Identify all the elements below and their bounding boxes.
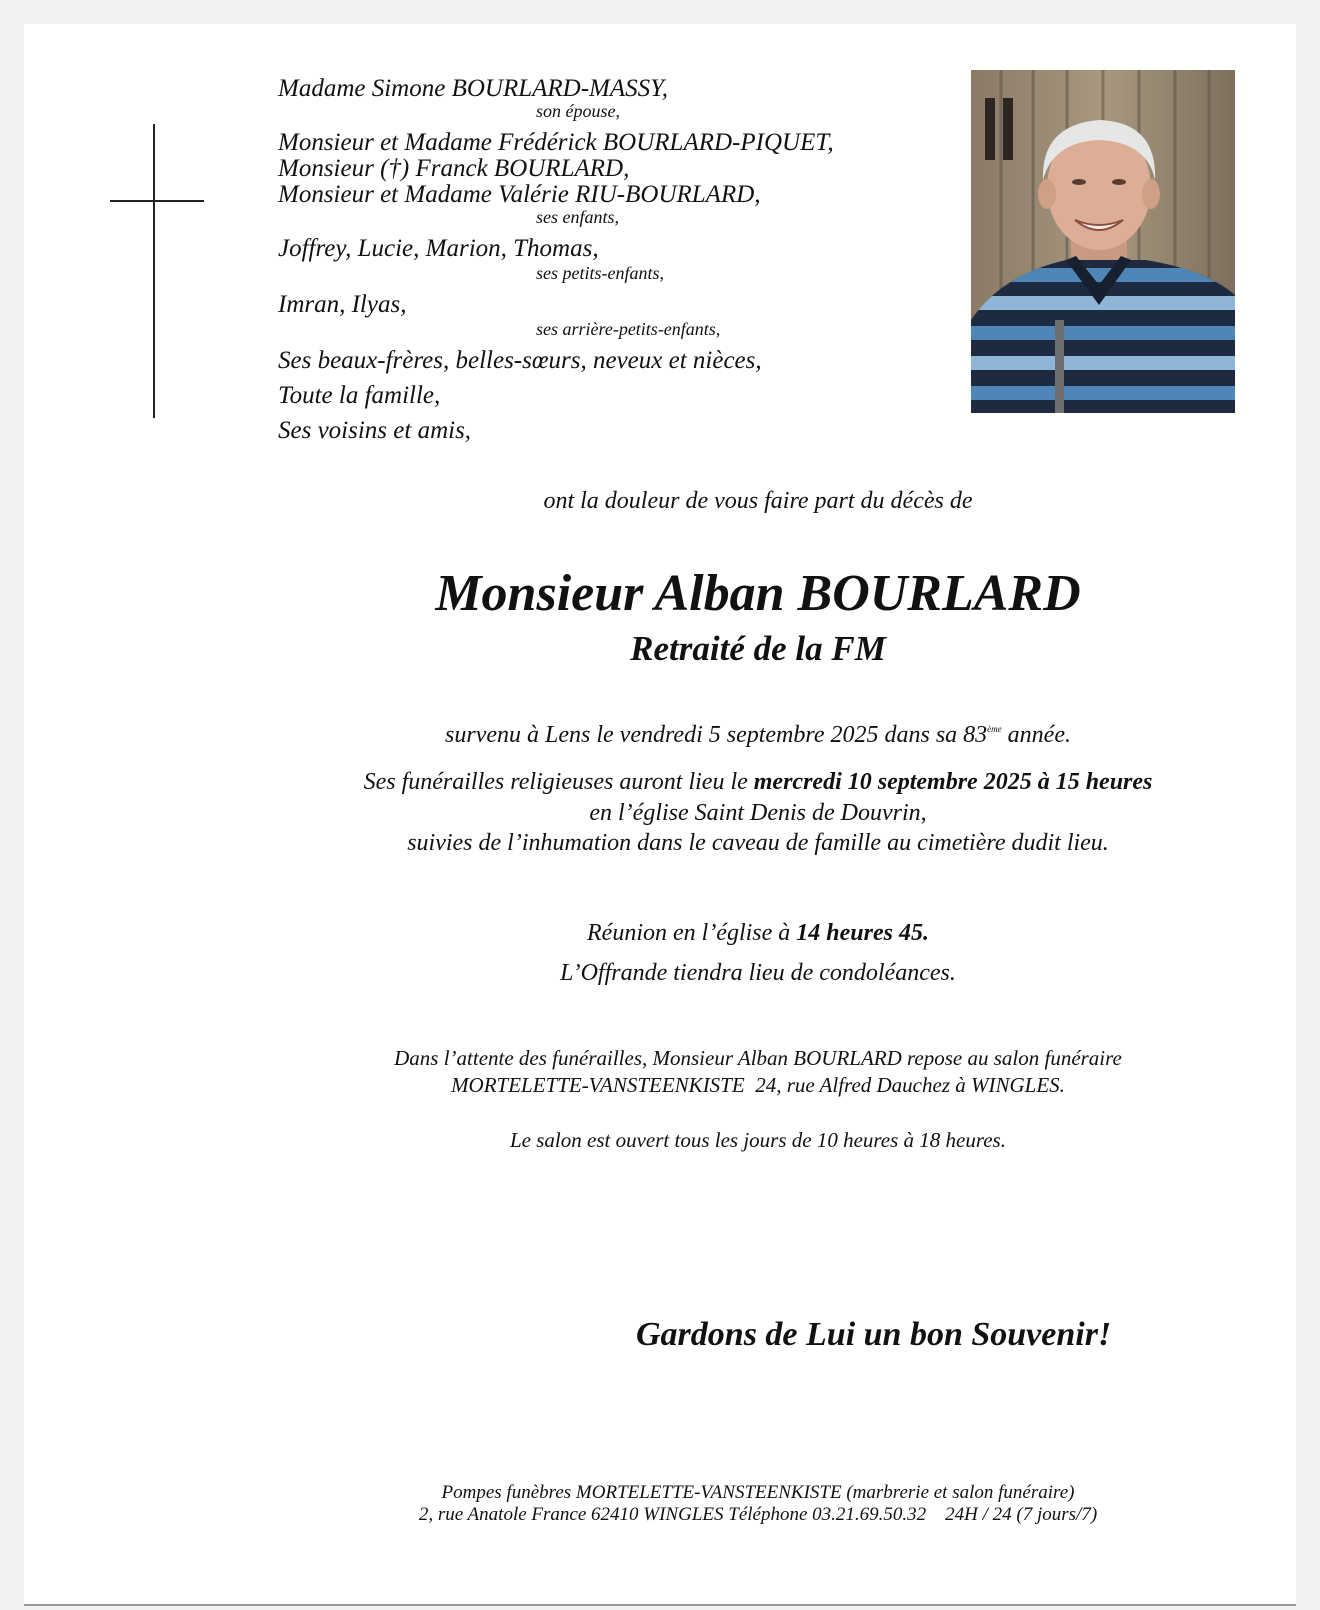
meeting-time: 14 heures 45. <box>796 920 929 946</box>
meeting-lead: Réunion en l’église à <box>587 920 797 946</box>
death-statement <box>278 722 1238 749</box>
salon-line-2: MORTELETTE-VANSTEENKISTE 24, rue Alfred Dauchez à WINGLES. <box>451 1073 1065 1097</box>
relation-children: ses enfants, <box>536 207 619 227</box>
closing-text: Gardons de Lui un bon Souvenir! <box>636 1316 1112 1353</box>
funeral-lead: Ses funérailles religieuses auront lieu le <box>363 769 754 795</box>
relation-spouse: son épouse, <box>536 101 620 121</box>
family-grandchildren: Joffrey, Lucie, Marion, Thomas, <box>278 235 599 262</box>
death-text-end: année. <box>1001 722 1071 748</box>
family-spouse: Madame Simone BOURLARD-MASSY, <box>278 75 669 102</box>
family-all: Toute la famille, <box>278 382 441 409</box>
page-bottom-rule <box>24 1604 1296 1606</box>
family-in-laws: Ses beaux-frères, belles-sœurs, neveux et nièces, <box>278 347 762 374</box>
family-neighbors: Ses voisins et amis, <box>278 417 472 444</box>
funeral-date: mercredi 10 septembre 2025 à 15 heures <box>753 769 1153 795</box>
family-child-1: Monsieur et Madame Frédérick BOURLARD-PIQUET, <box>278 129 834 156</box>
relation-grandchildren: ses petits-enfants, <box>536 263 664 283</box>
family-great-grandchildren: Imran, Ilyas, <box>278 291 407 318</box>
death-ordinal-suffix: ème <box>987 724 1002 734</box>
funeral-burial: suivies de l’inhumation dans le caveau de famille au cimetière dudit lieu. <box>407 830 1109 856</box>
announce-text: ont la douleur de vous faire part du décès de <box>543 488 973 514</box>
relation-great-grandchildren: ses arrière-petits-enfants, <box>536 319 721 339</box>
deceased-name: Monsieur Alban BOURLARD <box>435 565 1081 622</box>
footer-line-1: Pompes funèbres MORTELETTE-VANSTEENKISTE (marbrerie et salon funéraire) <box>441 1482 1075 1503</box>
salon-line-1: Dans l’attente des funérailles, Monsieur Alban BOURLARD repose au salon funéraire <box>394 1046 1122 1070</box>
family-child-3: Monsieur et Madame Valérie RIU-BOURLARD, <box>278 181 761 208</box>
death-text: survenu à Lens le vendredi 5 septembre 2025 dans sa 83 <box>445 722 988 748</box>
offering-text: L’Offrande tiendra lieu de condoléances. <box>560 960 956 986</box>
funeral-statement <box>278 769 1238 796</box>
footer-line-2: 2, rue Anatole France 62410 WINGLES Téléphone 03.21.69.50.32 24H / 24 (7 jours/7) <box>418 1504 1098 1525</box>
portrait-photo <box>971 70 1235 413</box>
funeral-place: en l’église Saint Denis de Douvrin, <box>589 800 927 826</box>
deceased-title: Retraité de la FM <box>630 629 886 668</box>
obituary-page <box>24 24 1296 1604</box>
meeting-statement <box>278 920 1238 947</box>
salon-hours: Le salon est ouvert tous les jours de 10 heures à 18 heures. <box>510 1128 1006 1152</box>
family-child-2: Monsieur (†) Franck BOURLARD, <box>278 155 630 182</box>
